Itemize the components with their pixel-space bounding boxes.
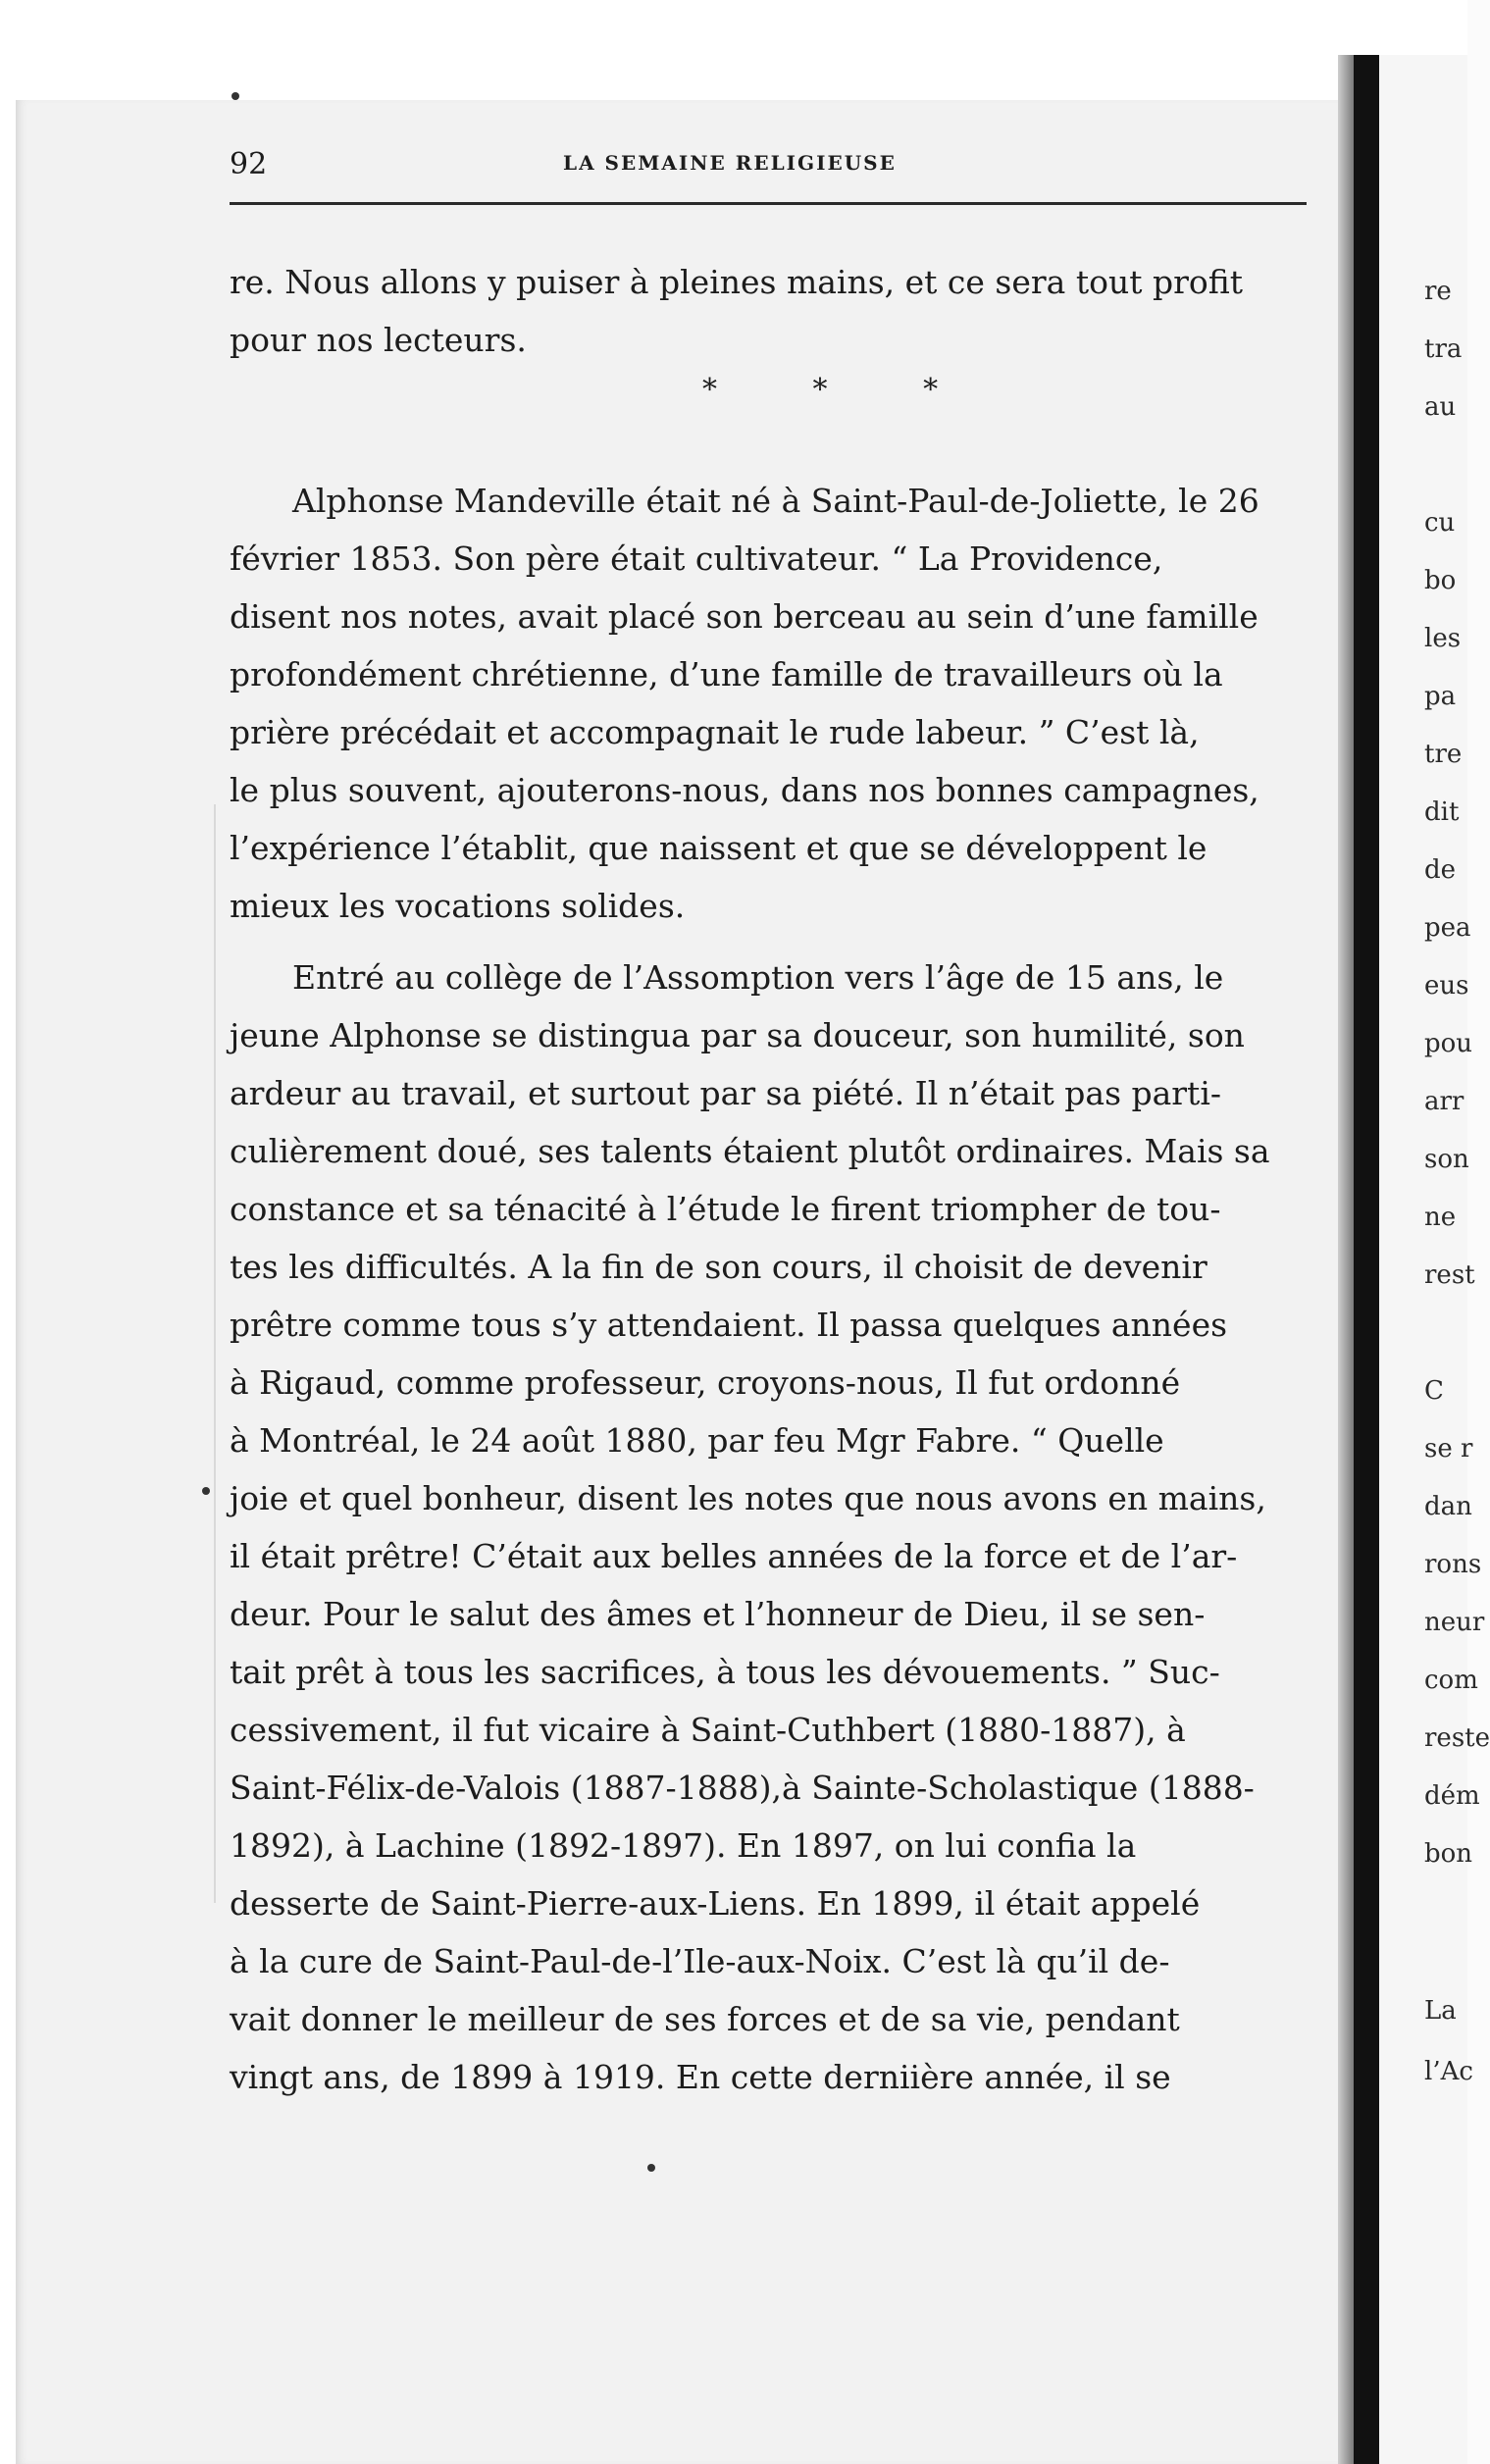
text-line: à Montréal, le 24 août 1880, par feu Mgr Fabre. “ Quelle [230,1421,1164,1460]
text-line: tait prêt à tous les sacrifices, à tous les dévouements. ” Suc- [230,1653,1220,1691]
adjacent-page-fragment: arr [1424,1087,1464,1116]
text-line: mieux les vocations solides. [230,887,686,925]
text-line: cessivement, il fut vicaire à Saint-Cuthbert (1880-1887), à [230,1711,1186,1749]
text-line: joie et quel bonheur, disent les notes que nous avons en mains, [230,1479,1266,1517]
text-line: prière précédait et accompagnait le rude labeur. ” C’est là, [230,713,1200,751]
adjacent-page-fragment: tre [1424,740,1463,769]
text-line: février 1853. Son père était cultivateur. “ La Providence, [230,539,1163,578]
adjacent-page-fragment: dém [1424,1781,1480,1811]
page-number: 92 [230,147,268,181]
header-rule [230,202,1307,205]
text-line: constance et sa ténacité à l’étude le firent triompher de tou- [230,1190,1221,1228]
text-line: pour nos lecteurs. [230,321,527,359]
section-separator: * * * [702,373,982,407]
text-line: le plus souvent, ajouterons-nous, dans nos bonnes campagnes, [230,771,1259,809]
text-line: jeune Alphonse se distingua par sa douceur, son humilité, son [230,1016,1245,1054]
text-line: à la cure de Saint-Paul-de-l’Ile-aux-Noix. C’est là qu’il de- [230,1942,1170,1980]
text-line: 1892), à Lachine (1892-1897). En 1897, on lui confia la [230,1826,1137,1865]
adjacent-page-fragment: dit [1424,797,1460,827]
text-line: desserte de Saint-Pierre-aux-Liens. En 1899, il était appelé [230,1884,1201,1923]
adjacent-page-fragment: l’Ac [1424,2057,1473,2086]
paragraph-first-line: Entré au collège de l’Assomption vers l’âge de 15 ans, le [292,958,1224,997]
text-line: profondément chrétienne, d’une famille de travailleurs où la [230,655,1223,693]
text-line: tes les difficultés. A la fin de son cours, il choisit de devenir [230,1248,1207,1286]
paragraph-first-line: Alphonse Mandeville était né à Saint-Paul-de-Joliette, le 26 [292,482,1259,520]
text-line: deur. Pour le salut des âmes et l’honneur de Dieu, il se sen- [230,1595,1206,1633]
adjacent-page-fragment: com [1424,1666,1478,1695]
adjacent-page-fragment: bon [1424,1839,1473,1869]
scan-border [0,0,16,2464]
text-line: il était prêtre! C’était aux belles années de la force et de l’ar- [230,1537,1238,1575]
adjacent-page-fragment: re [1424,277,1452,306]
ink-speck [202,1487,210,1495]
text-line: disent nos notes, avait placé son berceau au sein d’une famille [230,597,1259,636]
adjacent-page-fragment: reste [1424,1723,1490,1753]
adjacent-page-fragment: dan [1424,1492,1472,1521]
text-line: ardeur au travail, et surtout par sa piété. Il n’était pas parti- [230,1074,1222,1112]
adjacent-page-fragment: au [1424,392,1457,422]
text-line: culièrement doué, ses talents étaient plutôt ordinaires. Mais sa [230,1132,1270,1170]
adjacent-page-fragment: se r [1424,1434,1473,1463]
running-title: LA SEMAINE RELIGIEUSE [563,151,897,175]
paragraph-gap [230,935,1358,949]
adjacent-page-fragment: pa [1424,682,1457,711]
text-line: prêtre comme tous s’y attendaient. Il passa quelques années [230,1306,1228,1344]
ink-speck [647,2164,655,2172]
text-line: Saint-Félix-de-Valois (1887-1888),à Sainte-Scholastique (1888- [230,1769,1255,1807]
text-line: à Rigaud, comme professeur, croyons-nous, Il fut ordonné [230,1363,1181,1402]
adjacent-page-fragment: son [1424,1145,1469,1174]
adjacent-page-fragment: C [1424,1376,1444,1406]
adjacent-page-fragment: eus [1424,971,1469,1001]
adjacent-page-fragment: La [1424,1996,1457,2026]
text-line: re. Nous allons y puiser à pleines mains, et ce sera tout profit [230,263,1244,301]
adjacent-page-fragment: rons [1424,1550,1482,1579]
adjacent-page-fragment: pou [1424,1029,1473,1058]
running-head [230,147,1309,186]
paper-fold-mark [214,804,216,1903]
text-line: l’expérience l’établit, que naissent et que se développent le [230,829,1207,867]
adjacent-page-fragment: pea [1424,913,1471,943]
adjacent-page-fragment: tra [1424,334,1463,364]
adjacent-page-fragment: bo [1424,566,1457,595]
text-line: vait donner le meilleur de ses forces et de sa vie, pendant [230,2000,1180,2038]
adjacent-page-fragment: neur [1424,1608,1485,1637]
adjacent-page-fragment: ne [1424,1203,1457,1232]
ink-speck [231,92,239,100]
adjacent-page-fragment: cu [1424,508,1456,538]
adjacent-page-fragment: de [1424,855,1457,885]
adjacent-page-fragment: rest [1424,1260,1475,1290]
body-text [230,253,1358,2106]
text-line: vingt ans, de 1899 à 1919. En cette derniière année, il se [230,2058,1171,2096]
adjacent-page-fragment: les [1424,624,1462,653]
